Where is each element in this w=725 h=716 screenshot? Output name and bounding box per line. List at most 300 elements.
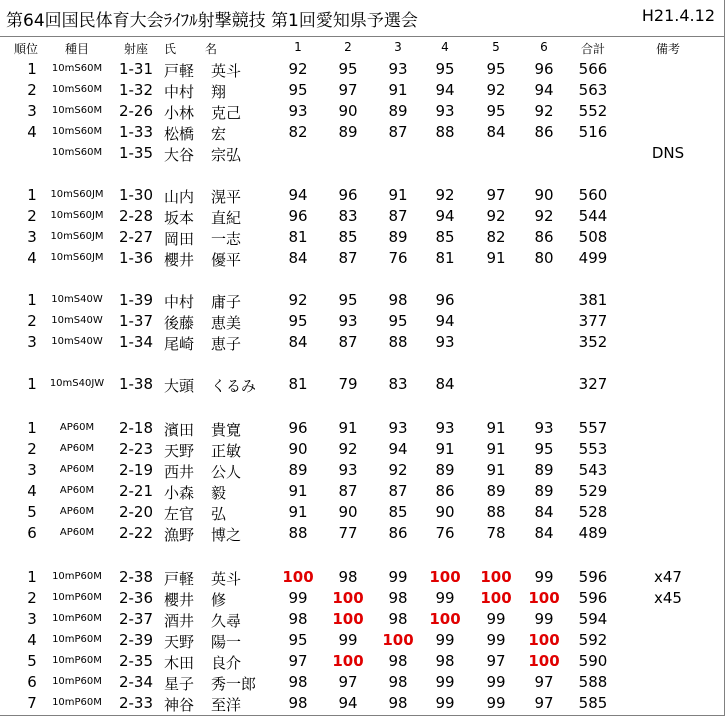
score-cell: 99 xyxy=(388,568,408,586)
score-cell: 96 xyxy=(288,207,308,225)
score-cell: 87 xyxy=(388,123,408,141)
surname-cell: 小林 xyxy=(164,104,195,122)
surname-cell: 漁野 xyxy=(164,526,195,544)
position-cell: 1-31 xyxy=(118,60,154,78)
surname-cell: 松橋 xyxy=(164,125,195,143)
event-cell: AP60M xyxy=(59,485,95,496)
score-cell: 76 xyxy=(435,524,455,542)
total-cell: 489 xyxy=(578,524,608,542)
note-cell: x47 xyxy=(654,568,682,586)
score-cell: 93 xyxy=(388,419,408,437)
given-name-cell: 弘 xyxy=(211,505,227,523)
position-cell: 2-18 xyxy=(118,419,154,437)
rank-cell: 4 xyxy=(27,123,37,141)
rank-cell: 2 xyxy=(27,207,37,225)
score-cell: 85 xyxy=(338,228,358,246)
header-event: 種目 xyxy=(64,42,89,56)
score-cell: 98 xyxy=(288,673,308,691)
header-series-3: 3 xyxy=(394,40,402,54)
score-cell: 100 xyxy=(528,652,560,670)
score-cell: 98 xyxy=(435,652,455,670)
given-name-cell: 恵子 xyxy=(211,335,242,353)
surname-cell: 酒井 xyxy=(164,612,195,630)
score-cell: 97 xyxy=(338,673,358,691)
rank-cell: 1 xyxy=(27,60,37,78)
score-cell: 86 xyxy=(534,228,554,246)
event-cell: 10mP60M xyxy=(52,634,102,645)
position-cell: 1-32 xyxy=(118,81,154,99)
surname-cell: 岡田 xyxy=(164,230,195,248)
score-cell: 81 xyxy=(288,375,308,393)
score-cell: 81 xyxy=(435,249,455,267)
score-cell: 92 xyxy=(338,440,358,458)
score-cell: 91 xyxy=(486,249,506,267)
score-cell: 84 xyxy=(486,123,506,141)
position-cell: 2-38 xyxy=(118,568,154,586)
total-cell: 552 xyxy=(578,102,608,120)
table-row xyxy=(0,291,725,312)
score-cell: 87 xyxy=(338,333,358,351)
total-cell: 327 xyxy=(578,375,608,393)
score-cell: 93 xyxy=(435,102,455,120)
score-cell: 97 xyxy=(486,186,506,204)
header-rank: 順位 xyxy=(13,42,38,56)
score-cell: 95 xyxy=(534,440,554,458)
total-cell: 544 xyxy=(578,207,608,225)
score-cell: 89 xyxy=(435,461,455,479)
surname-cell: 大谷 xyxy=(164,146,195,164)
score-cell: 100 xyxy=(282,568,314,586)
score-cell: 98 xyxy=(388,291,408,309)
score-cell: 96 xyxy=(534,60,554,78)
note-cell: DNS xyxy=(651,144,685,162)
total-cell: 499 xyxy=(578,249,608,267)
rank-cell: 5 xyxy=(27,652,37,670)
surname-cell: 濱田 xyxy=(164,421,195,439)
score-cell: 77 xyxy=(338,524,358,542)
rank-cell: 7 xyxy=(27,694,37,712)
score-cell: 96 xyxy=(288,419,308,437)
score-cell: 88 xyxy=(435,123,455,141)
event-cell: 10mS60M xyxy=(51,147,103,158)
event-cell: AP60M xyxy=(59,506,95,517)
score-cell: 94 xyxy=(435,81,455,99)
total-cell: 590 xyxy=(578,652,608,670)
given-name-cell: 英斗 xyxy=(211,570,242,588)
event-cell: 10mP60M xyxy=(52,697,102,708)
surname-cell: 左官 xyxy=(164,505,195,523)
score-cell: 93 xyxy=(435,419,455,437)
given-name-cell: 滉平 xyxy=(211,188,242,206)
table-row xyxy=(0,694,725,715)
score-cell: 90 xyxy=(288,440,308,458)
score-cell: 90 xyxy=(534,186,554,204)
score-cell: 88 xyxy=(486,503,506,521)
event-cell: 10mS60M xyxy=(51,63,103,74)
score-cell: 95 xyxy=(338,60,358,78)
table-row xyxy=(0,673,725,694)
total-cell: 588 xyxy=(578,673,608,691)
score-cell: 89 xyxy=(338,123,358,141)
score-cell: 92 xyxy=(534,207,554,225)
score-cell: 93 xyxy=(338,312,358,330)
position-cell: 2-33 xyxy=(118,694,154,712)
table-row xyxy=(0,589,725,610)
given-name-cell: 恵美 xyxy=(211,314,242,332)
page-title: 第64回国民体育大会ﾗｲﾌﾙ射撃競技 第1回愛知県予選会 xyxy=(6,11,418,31)
score-cell: 94 xyxy=(534,81,554,99)
event-cell: 10mS40W xyxy=(51,315,103,326)
event-cell: 10mS60M xyxy=(51,105,103,116)
table-row xyxy=(0,461,725,482)
position-cell: 1-33 xyxy=(118,123,154,141)
table-row xyxy=(0,482,725,503)
score-cell: 79 xyxy=(338,375,358,393)
score-cell: 90 xyxy=(338,503,358,521)
score-cell: 99 xyxy=(486,610,506,628)
event-cell: 10mP60M xyxy=(52,655,102,666)
position-cell: 2-37 xyxy=(118,610,154,628)
score-cell: 85 xyxy=(435,228,455,246)
rank-cell: 2 xyxy=(27,81,37,99)
table-row xyxy=(0,524,725,545)
position-cell: 1-39 xyxy=(118,291,154,309)
score-cell: 84 xyxy=(288,333,308,351)
event-cell: 10mP60M xyxy=(52,592,102,603)
score-cell: 92 xyxy=(288,291,308,309)
total-cell: 557 xyxy=(578,419,608,437)
total-cell: 529 xyxy=(578,482,608,500)
total-cell: 566 xyxy=(578,60,608,78)
score-cell: 100 xyxy=(480,568,512,586)
score-cell: 94 xyxy=(435,312,455,330)
rank-cell: 3 xyxy=(27,102,37,120)
score-cell: 86 xyxy=(388,524,408,542)
header-note: 備考 xyxy=(655,42,680,56)
total-cell: 543 xyxy=(578,461,608,479)
score-cell: 95 xyxy=(288,631,308,649)
header-surname: 氏 xyxy=(164,42,177,56)
score-cell: 76 xyxy=(388,249,408,267)
score-cell: 100 xyxy=(480,589,512,607)
given-name-cell: 英斗 xyxy=(211,62,242,80)
table-row xyxy=(0,123,725,144)
score-cell: 99 xyxy=(288,589,308,607)
table-row xyxy=(0,207,725,228)
score-cell: 98 xyxy=(388,589,408,607)
score-cell: 86 xyxy=(435,482,455,500)
score-cell: 99 xyxy=(486,673,506,691)
given-name-cell: 良介 xyxy=(211,654,242,672)
score-cell: 87 xyxy=(388,482,408,500)
score-cell: 100 xyxy=(382,631,414,649)
score-cell: 93 xyxy=(534,419,554,437)
score-cell: 97 xyxy=(534,673,554,691)
table-row xyxy=(0,60,725,81)
score-cell: 80 xyxy=(534,249,554,267)
rank-cell: 1 xyxy=(27,568,37,586)
total-cell: 508 xyxy=(578,228,608,246)
header-given-name: 名 xyxy=(205,42,218,56)
table-row xyxy=(0,228,725,249)
surname-cell: 櫻井 xyxy=(164,251,195,269)
rank-cell: 5 xyxy=(27,503,37,521)
surname-cell: 後藤 xyxy=(164,314,195,332)
score-cell: 98 xyxy=(338,568,358,586)
event-cell: 10mS40W xyxy=(51,294,103,305)
total-cell: 596 xyxy=(578,568,608,586)
score-cell: 89 xyxy=(388,102,408,120)
given-name-cell: 毅 xyxy=(211,484,227,502)
position-cell: 1-37 xyxy=(118,312,154,330)
score-cell: 84 xyxy=(435,375,455,393)
event-cell: 10mS40W xyxy=(51,336,103,347)
note-cell: x45 xyxy=(654,589,682,607)
surname-cell: 山内 xyxy=(164,188,195,206)
score-cell: 99 xyxy=(435,673,455,691)
score-cell: 87 xyxy=(338,482,358,500)
surname-cell: 天野 xyxy=(164,442,195,460)
event-cell: 10mS40JW xyxy=(49,378,105,389)
given-name-cell: 宗弘 xyxy=(211,146,242,164)
given-name-cell: 優平 xyxy=(211,251,242,269)
score-cell: 94 xyxy=(435,207,455,225)
given-name-cell: 宏 xyxy=(211,125,227,143)
total-cell: 553 xyxy=(578,440,608,458)
total-cell: 560 xyxy=(578,186,608,204)
score-cell: 92 xyxy=(486,81,506,99)
header-divider xyxy=(0,36,725,37)
position-cell: 2-20 xyxy=(118,503,154,521)
event-cell: 10mS60JM xyxy=(50,210,104,221)
header-series-6: 6 xyxy=(540,40,548,54)
position-cell: 2-28 xyxy=(118,207,154,225)
surname-cell: 尾崎 xyxy=(164,335,195,353)
position-cell: 1-38 xyxy=(118,375,154,393)
table-row xyxy=(0,186,725,207)
given-name-cell: 直紀 xyxy=(211,209,242,227)
score-cell: 95 xyxy=(288,312,308,330)
surname-cell: 小森 xyxy=(164,484,195,502)
given-name-cell: 修 xyxy=(211,591,227,609)
rank-cell: 4 xyxy=(27,249,37,267)
score-cell: 91 xyxy=(288,503,308,521)
position-cell: 2-23 xyxy=(118,440,154,458)
event-cell: 10mP60M xyxy=(52,571,102,582)
score-cell: 99 xyxy=(435,589,455,607)
score-cell: 84 xyxy=(534,524,554,542)
score-cell: 90 xyxy=(338,102,358,120)
total-cell: 516 xyxy=(578,123,608,141)
event-cell: 10mS60JM xyxy=(50,252,104,263)
score-cell: 81 xyxy=(288,228,308,246)
rank-cell: 1 xyxy=(27,291,37,309)
score-cell: 100 xyxy=(528,631,560,649)
given-name-cell: 正敏 xyxy=(211,442,242,460)
score-cell: 92 xyxy=(388,461,408,479)
table-row xyxy=(0,610,725,631)
given-name-cell: 秀一郎 xyxy=(211,675,257,693)
position-cell: 2-27 xyxy=(118,228,154,246)
total-cell: 381 xyxy=(578,291,608,309)
score-cell: 91 xyxy=(388,81,408,99)
position-cell: 2-19 xyxy=(118,461,154,479)
score-cell: 90 xyxy=(435,503,455,521)
event-cell: 10mP60M xyxy=(52,613,102,624)
score-cell: 98 xyxy=(288,694,308,712)
given-name-cell: 翔 xyxy=(211,83,227,101)
total-cell: 377 xyxy=(578,312,608,330)
score-cell: 100 xyxy=(528,589,560,607)
given-name-cell: 克己 xyxy=(211,104,242,122)
score-cell: 87 xyxy=(338,249,358,267)
rank-cell: 3 xyxy=(27,333,37,351)
score-cell: 91 xyxy=(288,482,308,500)
surname-cell: 星子 xyxy=(164,675,195,693)
score-cell: 89 xyxy=(486,482,506,500)
score-cell: 84 xyxy=(288,249,308,267)
rank-cell: 2 xyxy=(27,312,37,330)
header-series-5: 5 xyxy=(492,40,500,54)
score-cell: 100 xyxy=(332,610,364,628)
given-name-cell: 至洋 xyxy=(211,696,242,714)
header-position: 射座 xyxy=(123,42,148,56)
event-cell: AP60M xyxy=(59,443,95,454)
position-cell: 2-21 xyxy=(118,482,154,500)
score-cell: 84 xyxy=(534,503,554,521)
score-cell: 93 xyxy=(388,60,408,78)
table-row xyxy=(0,631,725,652)
rank-cell: 6 xyxy=(27,673,37,691)
header-series-2: 2 xyxy=(344,40,352,54)
surname-cell: 木田 xyxy=(164,654,195,672)
surname-cell: 戸軽 xyxy=(164,62,195,80)
position-cell: 2-36 xyxy=(118,589,154,607)
score-cell: 94 xyxy=(388,440,408,458)
table-row xyxy=(0,81,725,102)
rank-cell: 1 xyxy=(27,186,37,204)
surname-cell: 中村 xyxy=(164,293,195,311)
score-cell: 92 xyxy=(534,102,554,120)
position-cell: 1-36 xyxy=(118,249,154,267)
rank-cell: 1 xyxy=(27,419,37,437)
score-cell: 98 xyxy=(388,610,408,628)
score-cell: 99 xyxy=(486,631,506,649)
given-name-cell: 貴寛 xyxy=(211,421,242,439)
surname-cell: 西井 xyxy=(164,463,195,481)
event-cell: 10mS60M xyxy=(51,84,103,95)
score-cell: 100 xyxy=(429,568,461,586)
score-cell: 89 xyxy=(288,461,308,479)
event-cell: AP60M xyxy=(59,527,95,538)
rank-cell: 2 xyxy=(27,589,37,607)
score-cell: 97 xyxy=(534,694,554,712)
score-cell: 98 xyxy=(388,694,408,712)
rank-cell: 3 xyxy=(27,228,37,246)
table-row xyxy=(0,333,725,354)
position-cell: 2-34 xyxy=(118,673,154,691)
given-name-cell: 公人 xyxy=(211,463,242,481)
score-cell: 95 xyxy=(486,102,506,120)
score-cell: 99 xyxy=(338,631,358,649)
score-cell: 95 xyxy=(388,312,408,330)
score-cell: 97 xyxy=(338,81,358,99)
score-cell: 98 xyxy=(288,610,308,628)
score-cell: 82 xyxy=(486,228,506,246)
given-name-cell: 陽一 xyxy=(211,633,242,651)
score-cell: 97 xyxy=(288,652,308,670)
position-cell: 2-22 xyxy=(118,524,154,542)
table-row xyxy=(0,144,725,165)
score-cell: 97 xyxy=(486,652,506,670)
score-cell: 89 xyxy=(388,228,408,246)
event-date: H21.4.12 xyxy=(641,6,715,25)
position-cell: 2-39 xyxy=(118,631,154,649)
position-cell: 1-30 xyxy=(118,186,154,204)
total-cell: 352 xyxy=(578,333,608,351)
score-cell: 94 xyxy=(338,694,358,712)
given-name-cell: 庸子 xyxy=(211,293,242,311)
event-cell: AP60M xyxy=(59,422,95,433)
score-cell: 99 xyxy=(435,631,455,649)
event-cell: 10mS60M xyxy=(51,126,103,137)
surname-cell: 大頭 xyxy=(164,377,195,395)
given-name-cell: くるみ xyxy=(211,377,257,395)
surname-cell: 天野 xyxy=(164,633,195,651)
position-cell: 2-26 xyxy=(118,102,154,120)
header-series-4: 4 xyxy=(441,40,449,54)
score-cell: 98 xyxy=(388,652,408,670)
score-cell: 92 xyxy=(288,60,308,78)
score-cell: 99 xyxy=(435,694,455,712)
score-cell: 89 xyxy=(534,482,554,500)
table-row xyxy=(0,102,725,123)
position-cell: 1-35 xyxy=(118,144,154,162)
score-cell: 85 xyxy=(388,503,408,521)
score-cell: 86 xyxy=(534,123,554,141)
score-cell: 100 xyxy=(332,589,364,607)
surname-cell: 櫻井 xyxy=(164,591,195,609)
score-cell: 99 xyxy=(534,568,554,586)
total-cell: 528 xyxy=(578,503,608,521)
table-row xyxy=(0,503,725,524)
rank-cell: 3 xyxy=(27,610,37,628)
column-header-row xyxy=(0,40,725,58)
score-cell: 91 xyxy=(486,419,506,437)
given-name-cell: 久尋 xyxy=(211,612,242,630)
surname-cell: 坂本 xyxy=(164,209,195,227)
total-cell: 596 xyxy=(578,589,608,607)
score-cell: 91 xyxy=(435,440,455,458)
header-total: 合計 xyxy=(580,42,605,56)
surname-cell: 中村 xyxy=(164,83,195,101)
header-series-1: 1 xyxy=(294,40,302,54)
position-cell: 2-35 xyxy=(118,652,154,670)
score-cell: 91 xyxy=(388,186,408,204)
table-row xyxy=(0,249,725,270)
score-cell: 78 xyxy=(486,524,506,542)
score-cell: 96 xyxy=(338,186,358,204)
event-cell: 10mP60M xyxy=(52,676,102,687)
total-cell: 585 xyxy=(578,694,608,712)
event-cell: 10mS60JM xyxy=(50,231,104,242)
table-row xyxy=(0,652,725,673)
score-cell: 87 xyxy=(388,207,408,225)
surname-cell: 神谷 xyxy=(164,696,195,714)
score-cell: 99 xyxy=(486,694,506,712)
table-row xyxy=(0,419,725,440)
table-row xyxy=(0,568,725,589)
